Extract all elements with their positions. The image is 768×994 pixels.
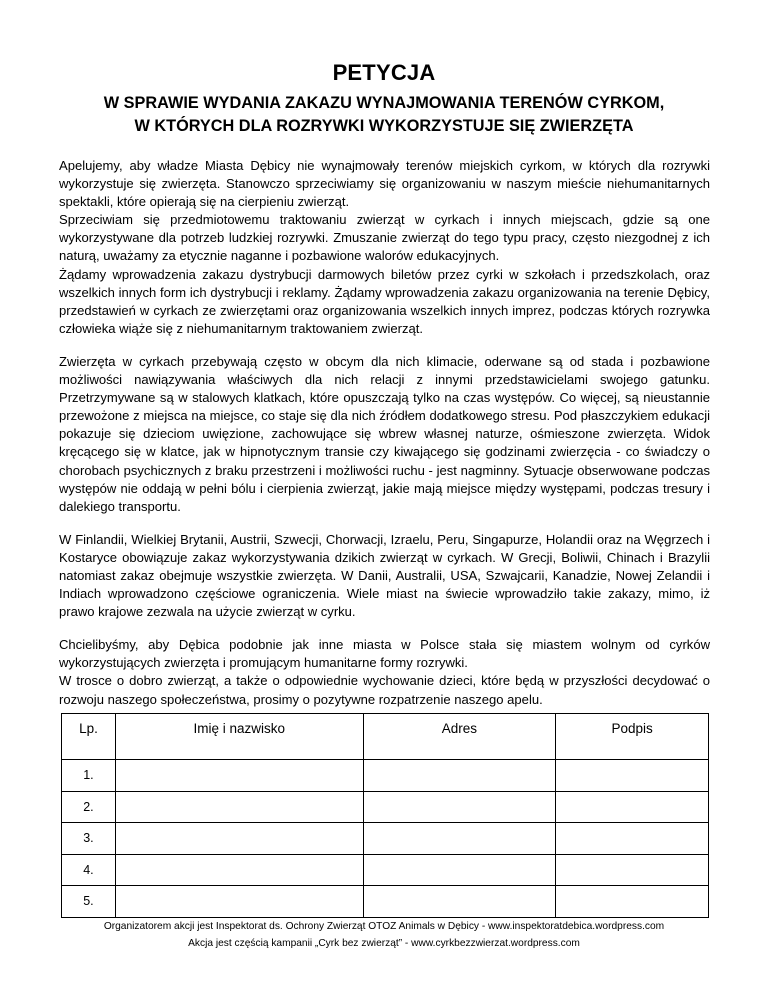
- signature-table: [61, 713, 709, 918]
- footer-line-1: Organizatorem akcji jest Inspektorat ds. Ochrony Zwierząt OTOZ Animals w Dębicy - www.inspektoratdebica.wordpress.com: [103, 921, 665, 932]
- page-footer: [0, 918, 768, 952]
- signature-cell[interactable]: [556, 760, 709, 792]
- table-row: [62, 854, 709, 886]
- subtitle-line-2: W KTÓRYCH DLA ROZRYWKI WYKORZYSTUJE SIĘ ZWIERZĘTA: [134, 117, 634, 135]
- row-number: 1.: [62, 760, 116, 792]
- name-cell[interactable]: [115, 854, 363, 886]
- paragraph-4: Zwierzęta w cyrkach przebywają często w obcym dla nich klimacie, oderwane są od stada i pozbawione możliwości nawiązywania właściwych dla nich relacji z innymi przedstawicielami swojego gatunku. Przetrzymywane są w stalowych klatkach, które opuszczają tylko na czas występów. Co więcej, są nieustannie przewożone z miejsca na miejsce, co staje się dla nich źródłem dodatkowego stresu. Pod płaszczykiem edukacji pokazuje się dzieciom uwięzione, zachowujące się wbrew własnej naturze, ośmieszone zwierzęta. Widok kręcącego się w klatce, jak w hipnotycznym transie czy kiwającego się godzinami zwierzęcia - co świadczy o chorobach psychicznych z braku przestrzeni i możliwości ruchu - jest nagminny. Sytuacje obserwowane podczas występów nie oddają w pełni bólu i cierpienia zwierząt, jakie mają miejsce między występami, podczas tresury i dalekiego transportu.: [59, 353, 710, 514]
- footer-line-2: Akcja jest częścią kampanii „Cyrk bez zwierząt” - www.cyrkbezzwierzat.wordpress.com: [188, 938, 580, 949]
- row-number: 2.: [62, 791, 116, 823]
- paragraph-7: W trosce o dobro zwierząt, a także o odpowiednie wychowanie dzieci, które będą w przyszłości decydować o rozwoju naszego społeczeństwa, prosimy o pozytywne rozpatrzenie naszego apelu.: [59, 673, 710, 707]
- table-row: [62, 791, 709, 823]
- address-cell[interactable]: [363, 823, 556, 855]
- signature-cell[interactable]: [556, 823, 709, 855]
- signature-cell[interactable]: [556, 886, 709, 918]
- signature-cell[interactable]: [556, 791, 709, 823]
- signature-table-header: [62, 714, 709, 760]
- paragraph-3: Żądamy wprowadzenia zakazu dystrybucji darmowych biletów przez cyrki w szkołach i przedszkolach, oraz wszelkich innych form ich dystrybucji i reklamy. Żądamy wprowadzenia zakazu organizowania na terenie Dębicy, przedstawień w cyrkach ze zwierzętami oraz organizowania wszelkich innych imprez, podczas których rozrywka człowieka wiąże się z niehumanitarnym traktowaniem zwierząt.: [59, 266, 710, 336]
- name-cell[interactable]: [115, 791, 363, 823]
- row-number: 5.: [62, 886, 116, 918]
- header-signature: Podpis: [556, 714, 709, 760]
- header-address: Adres: [363, 714, 556, 760]
- paragraph-6: Chcielibyśmy, aby Dębica podobnie jak inne miasta w Polsce stała się miastem wolnym od cyrków wykorzystujących zwierzęta i promującym humanitarne formy rozrywki.: [59, 637, 710, 671]
- page-subtitle: [40, 92, 728, 138]
- header-name: Imię i nazwisko: [115, 714, 363, 760]
- table-row: [62, 886, 709, 918]
- name-cell[interactable]: [115, 886, 363, 918]
- paragraph-1: Apelujemy, aby władze Miasta Dębicy nie wynajmowały terenów miejskich cyrkom, w których dla rozrywki wykorzystuje się zwierzęta. Stanowczo sprzeciwiamy się organizowaniu w naszym mieście niehumanitarnych spektakli, które opierają się na cierpieniu zwierząt.: [59, 158, 710, 210]
- header-lp: Lp.: [62, 714, 116, 760]
- subtitle-line-1: W SPRAWIE WYDANIA ZAKAZU WYNAJMOWANIA TERENÓW CYRKOM,: [103, 94, 665, 112]
- row-number: 3.: [62, 823, 116, 855]
- table-row: [62, 823, 709, 855]
- address-cell[interactable]: [363, 791, 556, 823]
- name-cell[interactable]: [115, 760, 363, 792]
- page-title: PETYCJA: [332, 60, 436, 85]
- signature-cell[interactable]: [556, 854, 709, 886]
- address-cell[interactable]: [363, 760, 556, 792]
- paragraph-5: W Finlandii, Wielkiej Brytanii, Austrii, Szwecji, Chorwacji, Izraelu, Peru, Singapurze, Holandii oraz na Węgrzech i Kostaryce obowiązuje zakaz wykorzystywania dzikich zwierząt w cyrkach. W Grecji, Boliwii, Chinach i Brazylii natomiast zakaz obejmuje wszystkie zwierzęta. W Danii, Australii, USA, Szwajcarii, Kanadzie, Nowej Zelandii i Indiach wprowadzono częściowe ograniczenia. Wiele miast na świecie wprowadziło takie zakazy, mimo, iż prawo krajowe zezwala na użycie zwierząt w cyrku.: [59, 531, 710, 620]
- table-row: [62, 760, 709, 792]
- name-cell[interactable]: [115, 823, 363, 855]
- paragraph-2: Sprzeciwiam się przedmiotowemu traktowaniu zwierząt w cyrkach i innych miejscach, gdzie są one wykorzystywane dla potrzeb ludzkiej rozrywki. Zmuszanie zwierząt do tego typu pracy, często niezgodnej z ich naturą, uważamy za etycznie naganne i pozbawione walorów edukacyjnych.: [59, 212, 710, 264]
- address-cell[interactable]: [363, 854, 556, 886]
- address-cell[interactable]: [363, 886, 556, 918]
- petition-body: [59, 157, 710, 709]
- row-number: 4.: [62, 854, 116, 886]
